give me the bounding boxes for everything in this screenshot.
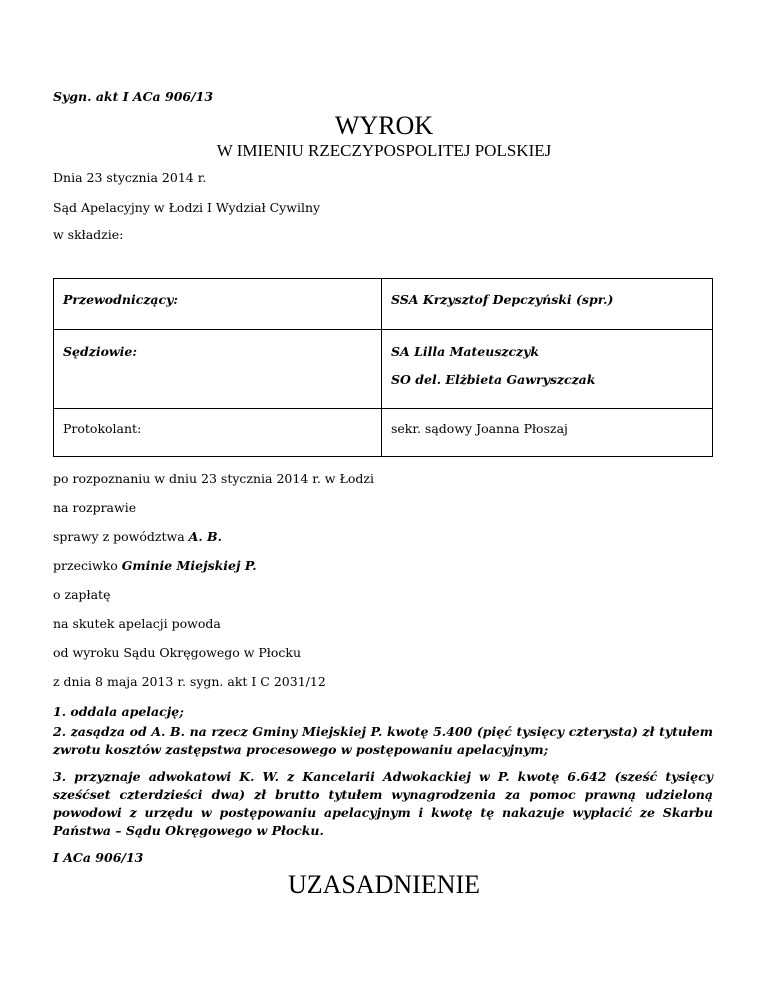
proceedings-line-5: o zapłatę [53, 587, 111, 602]
clerk-row [54, 409, 713, 457]
presiding-row [54, 279, 713, 330]
presiding-label: Przewodniczący: [63, 292, 179, 307]
proceedings-line-6: na skutek apelacji powoda [53, 616, 221, 631]
ruling-2: 2. zasądza od A. B. na rzecz Gminy Miejskiej P. kwotę 5.400 (pięć tysięcy czterysta) zł tytułem zwrotu kosztów zastępstwa procesowego w postępowaniu apelacyjnym; [53, 724, 713, 757]
plaintiff-prefix: sprawy z powództwa [53, 529, 189, 544]
ruling-1: 1. oddala apelację; [53, 704, 184, 719]
proceedings-line-4 [53, 558, 257, 573]
case-signature: Sygn. akt I ACa 906/13 [53, 89, 214, 104]
proceedings-line-1: po rozpoznaniu w dniu 23 stycznia 2014 r. w Łodzi [53, 471, 374, 486]
clerk-name: sekr. sądowy Joanna Płoszaj [391, 421, 568, 436]
clerk-label: Protokolant: [63, 421, 142, 436]
proceedings-line-7: od wyroku Sądu Okręgowego w Płocku [53, 645, 302, 660]
ruling-3: 3. przyznaje adwokatowi K. W. z Kancelarii Adwokackiej w P. kwotę 6.642 (sześć tysięcy sześćset czterdzieści dwa) zł brutto tytułem wynagrodzenia za pomoc prawną udzieloną powodowi z urzędu w postępowaniu apelacyjnym i kwotę tę nakazuje wypłacić ze Skarbu Państwa – Sądu Okręgowego w Płocku. [53, 769, 713, 838]
proceedings-line-8: z dnia 8 maja 2013 r. sygn. akt I C 2031/12 [53, 674, 326, 689]
composition-label: w składzie: [53, 227, 124, 242]
judge-2: SO del. Elżbieta Gawryszczak [391, 372, 596, 387]
judge-1: SA Lilla Mateuszczyk [391, 344, 540, 359]
footer-signature: I ACa 906/13 [53, 850, 144, 865]
document-subtitle: W IMIENIU RZECZYPOSPOLITEJ POLSKIEJ [216, 141, 552, 160]
defendant-name: Gminie Miejskiej P. [121, 558, 257, 573]
proceedings-line-2: na rozprawie [53, 500, 137, 515]
judges-row [54, 330, 713, 409]
defendant-prefix: przeciwko [53, 558, 122, 573]
presiding-judge: SSA Krzysztof Depczyński (spr.) [391, 292, 614, 307]
proceedings-line-3 [53, 529, 222, 544]
document-title: WYROK [334, 111, 434, 140]
judges-label: Sędziowie: [63, 344, 137, 359]
date-line: Dnia 23 stycznia 2014 r. [53, 170, 207, 185]
bench-table [53, 278, 713, 457]
justification-title: UZASADNIENIE [287, 870, 481, 899]
plaintiff-name: A. B. [188, 529, 222, 544]
court-name: Sąd Apelacyjny w Łodzi I Wydział Cywilny [53, 200, 321, 215]
